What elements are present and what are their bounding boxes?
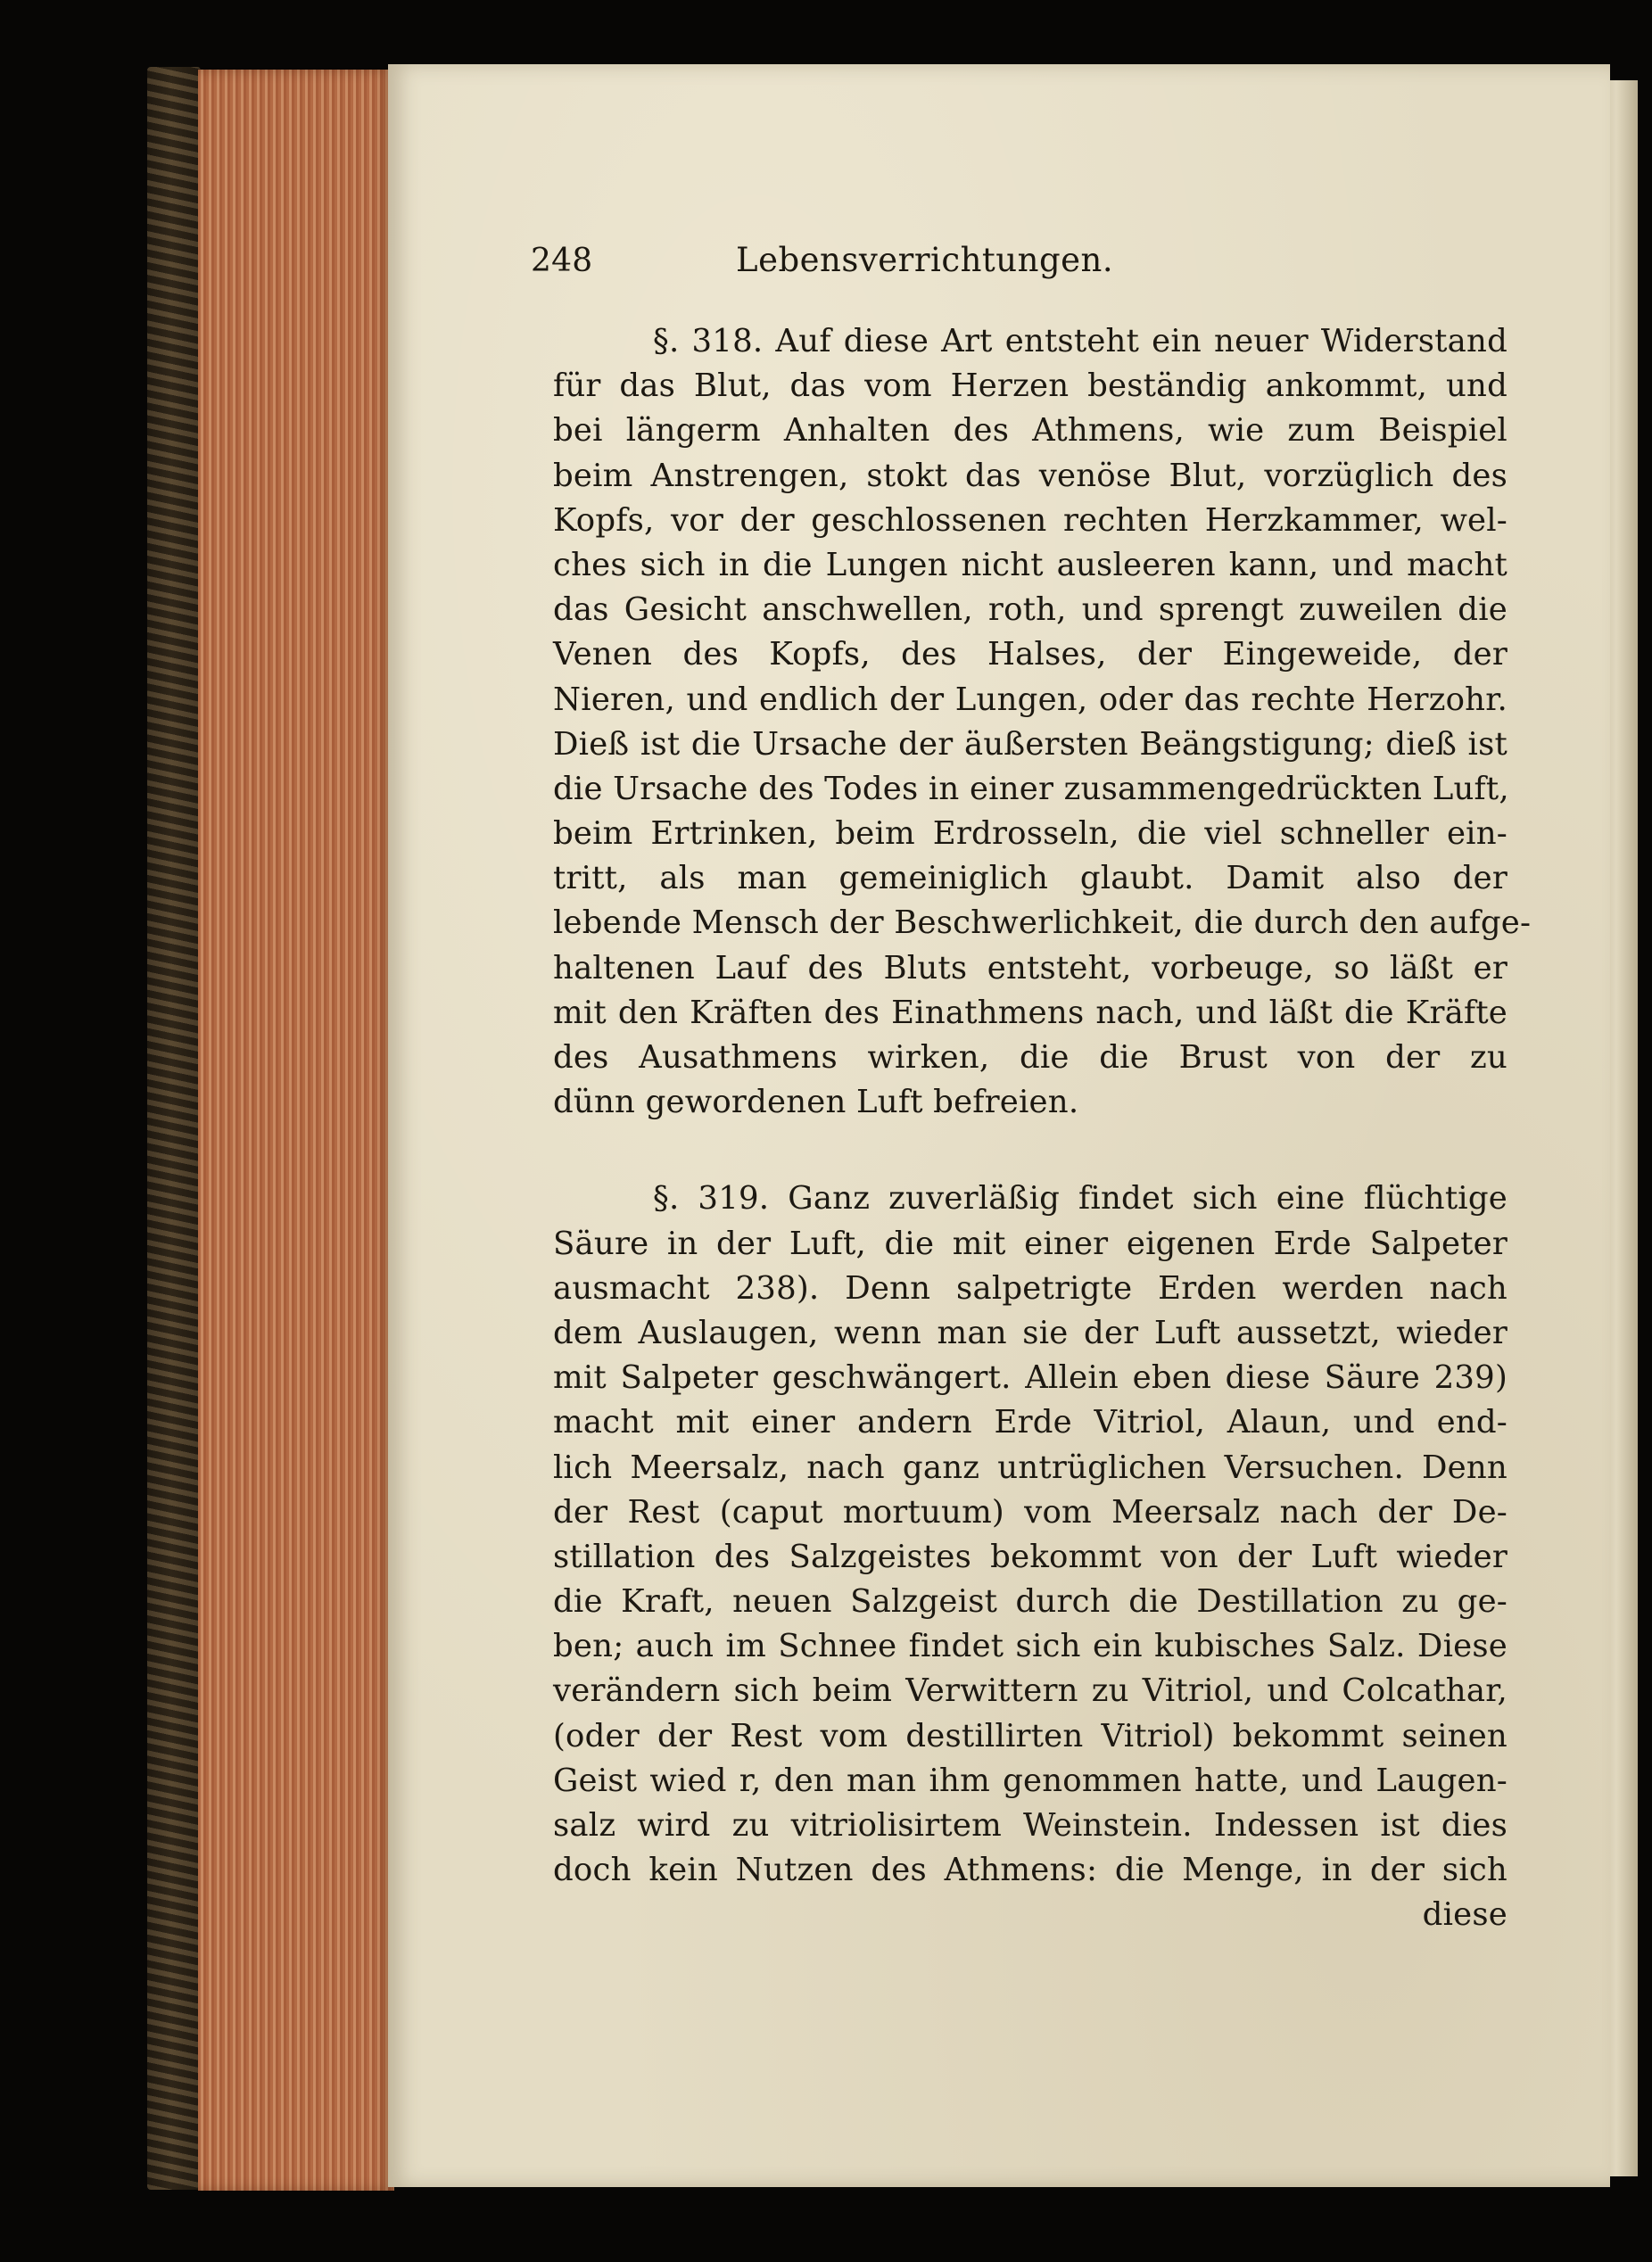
text-line: §. 318. Auf diese Art entsteht ein neuer Widerstand xyxy=(653,323,1507,359)
text-line: Dieß ist die Ursache der äußersten Beängstigung; dieß ist xyxy=(553,725,1507,763)
text-line: mit den Kräften des Einathmens nach, und läßt die Kräfte xyxy=(553,994,1507,1031)
text-line: bei längerm Anhalten des Athmens, wie zum Beispiel xyxy=(553,412,1507,450)
text-line: Säure in der Luft, die mit einer eigenen Erde Salpeter xyxy=(553,1225,1507,1262)
text-line: der Rest (caput mortuum) vom Meersalz nach der De- xyxy=(553,1493,1507,1531)
text-line: §. 319. Ganz zuverläßig findet sich eine flüchtige xyxy=(653,1180,1507,1218)
text-line: doch kein Nutzen des Athmens: die Menge, in der sich xyxy=(553,1852,1507,1889)
text-line: dem Auslaugen, wenn man sie der Luft aussetzt, wieder xyxy=(553,1314,1507,1351)
text-line: lebende Mensch der Beschwerlichkeit, die durch den aufge- xyxy=(553,904,1532,942)
text-line: haltenen Lauf des Bluts entsteht, vorbeuge, so läßt er xyxy=(553,949,1507,987)
text-line: für das Blut, das vom Herzen beständig ankommt, und xyxy=(553,367,1507,405)
text-line: beim Ertrinken, beim Erdrosseln, die viel schneller ein- xyxy=(553,815,1507,853)
text-line: lich Meersalz, nach ganz untrüglichen Versuchen. Denn xyxy=(553,1449,1507,1486)
text-line: die Kraft, neuen Salzgeist durch die Destillation zu ge- xyxy=(553,1583,1507,1621)
page-header xyxy=(531,241,1507,294)
text-line: macht mit einer andern Erde Vitriol, Alaun, und end- xyxy=(553,1404,1507,1441)
page-block-edges xyxy=(198,70,394,2191)
text-line: die Ursache des Todes in einer zusammengedrückten Luft, xyxy=(553,770,1509,807)
text-line: verändern sich beim Verwittern zu Vitriol, und Colcathar, xyxy=(553,1672,1507,1710)
text-line: stillation des Salzgeistes bekommt von der Luft wieder xyxy=(553,1538,1507,1575)
running-head: Lebensverrichtungen. xyxy=(736,241,1114,279)
text-line: Venen des Kopfs, des Halses, der Eingeweide, der xyxy=(553,636,1507,673)
text-line: Nieren, und endlich der Lungen, oder das rechte Herzohr. xyxy=(553,681,1507,718)
catchword: diese xyxy=(1422,1896,1507,1934)
text-line: mit Salpeter geschwängert. Allein eben diese Säure 239) xyxy=(553,1359,1507,1397)
text-line: Geist wied r, den man ihm genommen hatte, und Laugen- xyxy=(553,1762,1507,1799)
paragraph-319 xyxy=(553,1176,1507,1893)
page-text xyxy=(531,241,1532,1937)
text-line: dünn gewordenen Luft befreien. xyxy=(553,1084,1079,1121)
text-line: des Ausathmens wirken, die die Brust von der zu xyxy=(553,1039,1507,1076)
text-line: Kopfs, vor der geschlossenen rechten Herzkammer, wel- xyxy=(553,501,1507,539)
text-line: ausmacht 238). Denn salpetrigte Erden werden nach xyxy=(553,1269,1507,1307)
text-line: ches sich in die Lungen nicht ausleeren kann, und macht xyxy=(553,546,1507,583)
text-line: tritt, als man gemeiniglich glaubt. Damit also der xyxy=(553,860,1507,897)
book-cover-edge xyxy=(147,67,201,2190)
text-line: das Gesicht anschwellen, roth, und sprengt zuweilen die xyxy=(553,591,1507,629)
text-line: salz wird zu vitriolisirtem Weinstein. Indessen ist dies xyxy=(553,1807,1507,1844)
page-number: 248 xyxy=(531,243,593,279)
paragraph-318 xyxy=(553,319,1532,1125)
text-line: beim Anstrengen, stokt das venöse Blut, vorzüglich des xyxy=(553,457,1507,494)
text-line: (oder der Rest vom destillirten Vitriol) bekommt seinen xyxy=(553,1717,1507,1754)
text-line: ben; auch im Schnee findet sich ein kubisches Salz. Diese xyxy=(553,1628,1507,1665)
